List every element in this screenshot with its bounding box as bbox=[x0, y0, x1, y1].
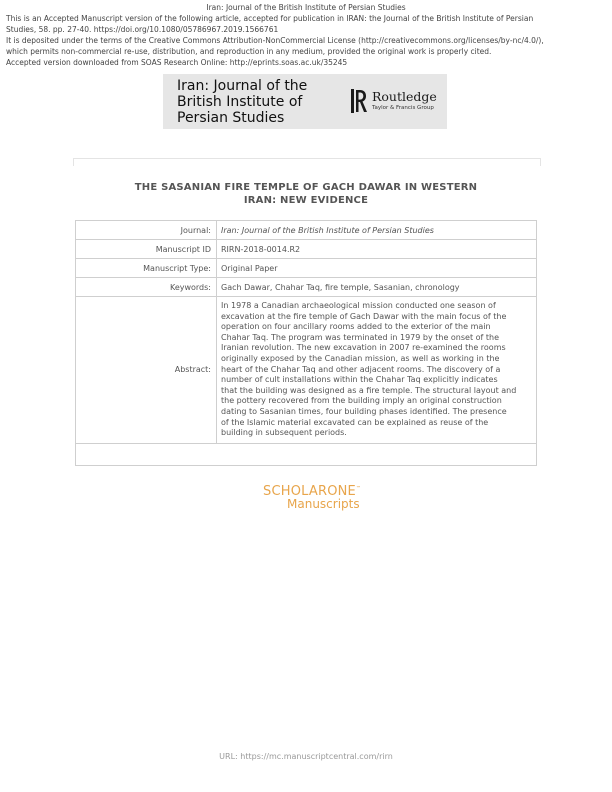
publisher-subtitle: Taylor & Francis Group bbox=[372, 105, 434, 111]
notice-line: Accepted version downloaded from SOAS Research Online: http://eprints.soas.ac.uk/35245 bbox=[6, 58, 348, 67]
journal-logo-name: Iran: Journal of the British Institute of Persian Studies bbox=[177, 78, 308, 126]
notice-journal-line: Iran: Journal of the British Institute of Persian Studies bbox=[206, 3, 406, 12]
journal-label: Journal: bbox=[76, 221, 217, 240]
table-row-empty bbox=[76, 443, 537, 465]
abstract-label: Abstract: bbox=[76, 297, 217, 444]
abstract-text: In 1978 a Canadian archaeological mission conducted one season of excavation at the fire temple of Gach Dawar with the main focus of the operation on four ancillary rooms added to the exterior of the main Chahar Taq. The program was terminated in 1979 by the onset of the Iranian revolution. The new excavation in 2007 re-examined the rooms originally exposed by the Canadian mission, as well as working in the heart of the Chahar Taq and other adjacent rooms. The discovery of a number of cult installations within the Chahar Taq explicitly indicates that the building was designed as a fire temple. The structural layout and the pottery recovered from the building imply an original construction dating to Sasanian times, four building phases identified. The presence of the Islamic material excavated can be explained as reuse of the building in subsequent periods. bbox=[217, 297, 537, 444]
accepted-manuscript-notice bbox=[6, 2, 606, 68]
footer-url: URL: https://mc.manuscriptcentral.com/rirn bbox=[219, 752, 393, 761]
manuscript-type-label: Manuscript Type: bbox=[76, 259, 217, 278]
manuscript-metadata-table bbox=[75, 220, 537, 466]
table-row bbox=[76, 297, 537, 444]
manuscript-id-label: Manuscript ID bbox=[76, 240, 217, 259]
notice-line: This is an Accepted Manuscript version of the following article, accepted for publication in IRAN: the Journal of the British Institute of Persian bbox=[6, 14, 534, 23]
notice-line: It is deposited under the terms of the Creative Commons Attribution-NonCommercial License (http://creativecommons.org/licenses/by-nc/4.0/), bbox=[6, 36, 544, 45]
routledge-logo bbox=[351, 87, 443, 119]
keywords-value: Gach Dawar, Chahar Taq, fire temple, Sasanian, chronology bbox=[217, 278, 537, 297]
table-row bbox=[76, 278, 537, 297]
journal-logo-banner bbox=[163, 74, 447, 129]
table-row bbox=[76, 259, 537, 278]
table-row bbox=[76, 240, 537, 259]
manuscript-id-value: RIRN-2018-0014.R2 bbox=[217, 240, 537, 259]
table-row bbox=[76, 221, 537, 240]
notice-line: Studies, 58. pp. 27-40. https://doi.org/10.1080/05786967.2019.1566761 bbox=[6, 25, 279, 34]
notice-line: which permits non-commercial re-use, distribution, and reproduction in any medium, provided the original work is properly cited. bbox=[6, 47, 492, 56]
journal-value: Iran: Journal of the British Institute of Persian Studies bbox=[217, 221, 537, 240]
keywords-label: Keywords: bbox=[76, 278, 217, 297]
scholarone-logo: SCHOLARONE™ Manuscripts bbox=[263, 484, 362, 511]
manuscript-type-value: Original Paper bbox=[217, 259, 537, 278]
page-top-rule bbox=[73, 158, 541, 166]
publisher-name: Routledge bbox=[372, 89, 437, 104]
article-title: THE SASANIAN FIRE TEMPLE OF GACH DAWAR IN WESTERN IRAN: NEW EVIDENCE bbox=[134, 182, 478, 206]
routledge-r-icon bbox=[351, 87, 367, 115]
